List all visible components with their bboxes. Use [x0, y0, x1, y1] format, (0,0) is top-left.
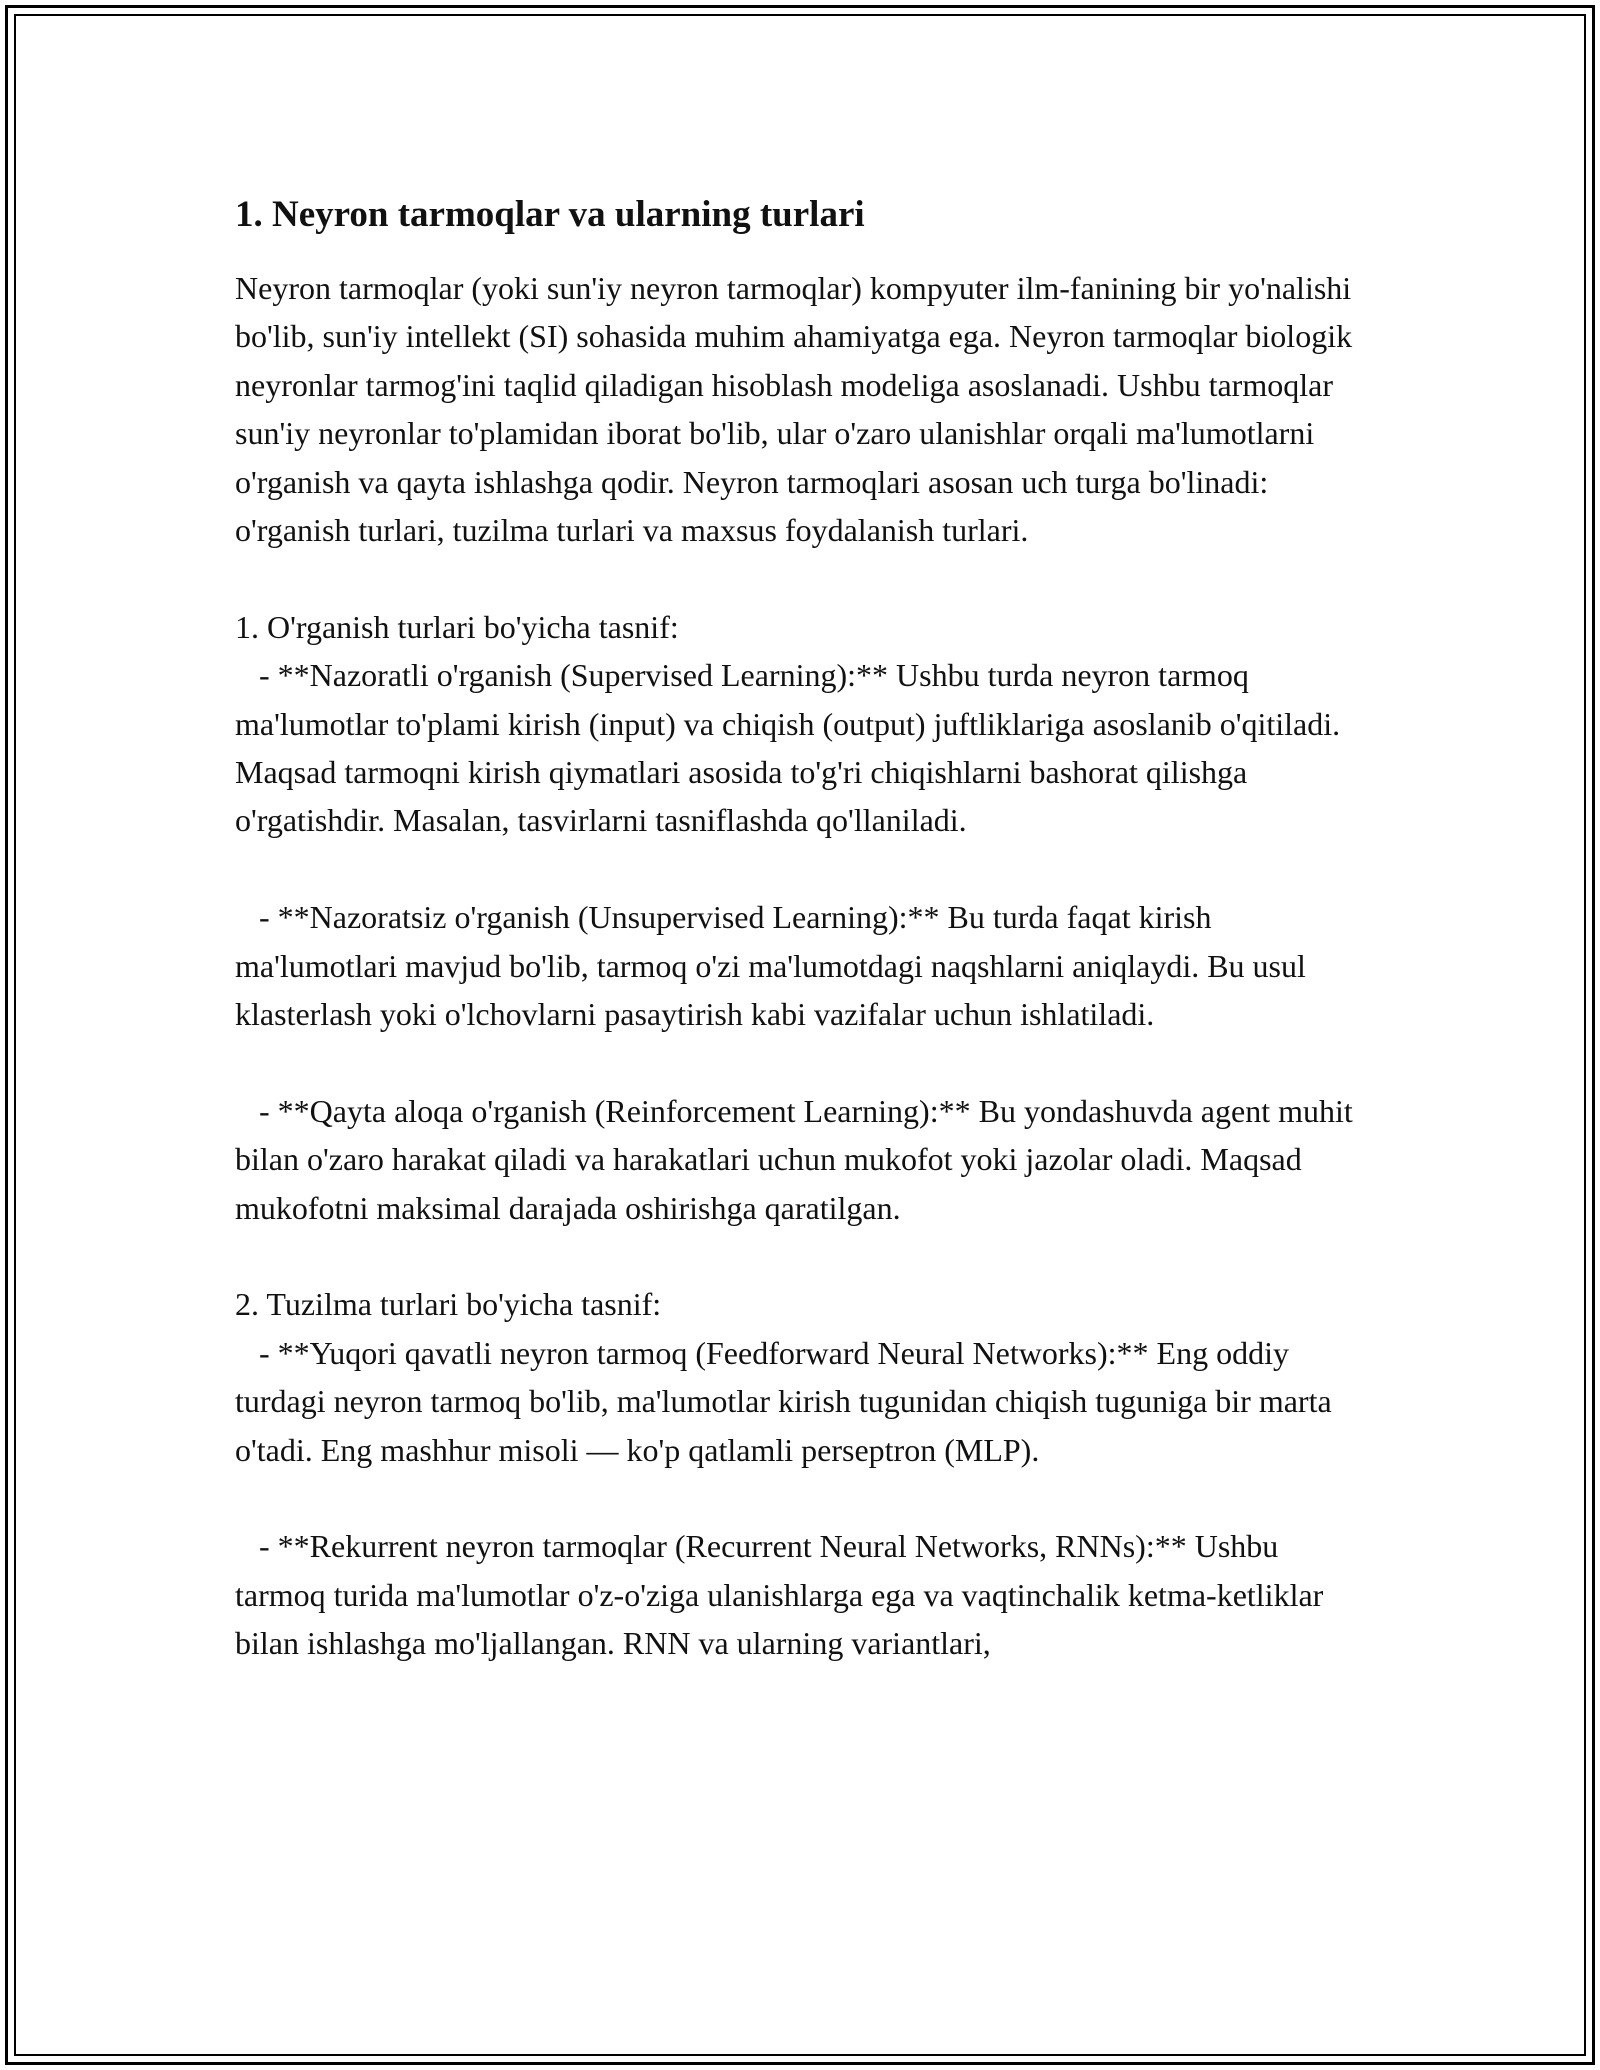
section-2-title: 2. Tuzilma turlari bo'yicha tasnif:	[235, 1286, 662, 1323]
section-2-item-feedforward	[235, 1329, 1375, 1474]
section-1-item-reinforcement	[235, 1087, 1375, 1232]
spacer	[235, 1038, 1375, 1086]
indent	[235, 899, 259, 935]
indent	[235, 1335, 259, 1371]
item-text: - **Nazoratli o'rganish (Supervised Learning):** Ushbu turda neyron tarmoq ma'lumotlar to'plami kirish (input) va chiqish (output) juftliklariga asoslanib o'qitiladi. Maqsad tarmoqni kirish qiymatlari asosida to'g'ri chiqishlarni bashorat qilishga o'rgatishdir. Masalan, tasvirlarni tasniflashda qo'llaniladi.	[235, 657, 1341, 839]
section-1-item-unsupervised	[235, 893, 1375, 1038]
section-2-item-recurrent	[235, 1522, 1375, 1667]
document-body	[235, 190, 1375, 1668]
item-text: - **Qayta aloqa o'rganish (Reinforcement Learning):** Bu yondashuvda agent muhit bilan o'zaro harakat qiladi va harakatlari uchun mukofot yoki jazolar oladi. Maqsad mukofotni maksimal darajada oshirishga qaratilgan.	[235, 1092, 1353, 1226]
indent	[235, 657, 259, 693]
spacer	[235, 845, 1375, 893]
indent	[235, 1093, 259, 1129]
spacer	[235, 1232, 1375, 1280]
item-text: - **Nazoratsiz o'rganish (Unsupervised Learning):** Bu turda faqat kirish ma'lumotlari mavjud bo'lib, tarmoq o'zi ma'lumotdagi naqshlarni aniqlaydi. Bu usul klasterlash yoki o'lchovlarni pasaytirish kabi vazifalar uchun ishlatiladi.	[235, 899, 1306, 1033]
section-1-item-supervised	[235, 651, 1375, 845]
indent	[235, 1528, 259, 1564]
item-text: - **Yuqori qavatli neyron tarmoq (Feedforward Neural Networks):** Eng oddiy turdagi neyron tarmoq bo'lib, ma'lumotlar kirish tugunidan chiqish tuguniga bir marta o'tadi. Eng mashhur misoli — ko'p qatlamli perseptron (MLP).	[235, 1334, 1332, 1468]
intro-paragraph: Neyron tarmoqlar (yoki sun'iy neyron tarmoqlar) kompyuter ilm-fanining bir yo'nalishi bo'lib, sun'iy intellekt (SI) sohasida muhim ahamiyatga ega. Neyron tarmoqlar biologik neyronlar tarmog'ini taqlid qiladigan hisoblash modeliga asoslanadi. Ushbu tarmoqlar sun'iy neyronlar to'plamidan iborat bo'lib, ular o'zaro ulanishlar orqali ma'lumotlarni o'rganish va qayta ishlashga qodir. Neyron tarmoqlari asosan uch turga bo'linadi: o'rganish turlari, tuzilma turlari va maxsus foydalanish turlari.	[235, 270, 1353, 549]
document-heading: 1. Neyron tarmoqlar va ularning turlari	[235, 194, 865, 235]
spacer	[235, 554, 1375, 602]
spacer	[235, 1474, 1375, 1522]
section-1-title: 1. O'rganish turlari bo'yicha tasnif:	[235, 608, 679, 645]
item-text: - **Rekurrent neyron tarmoqlar (Recurrent Neural Networks, RNNs):** Ushbu tarmoq turida ma'lumotlar o'z-o'ziga ulanishlarga ega va vaqtinchalik ketma-ketliklar bilan ishlashga mo'ljallangan. RNN va ularning variantlari,	[235, 1528, 1324, 1662]
